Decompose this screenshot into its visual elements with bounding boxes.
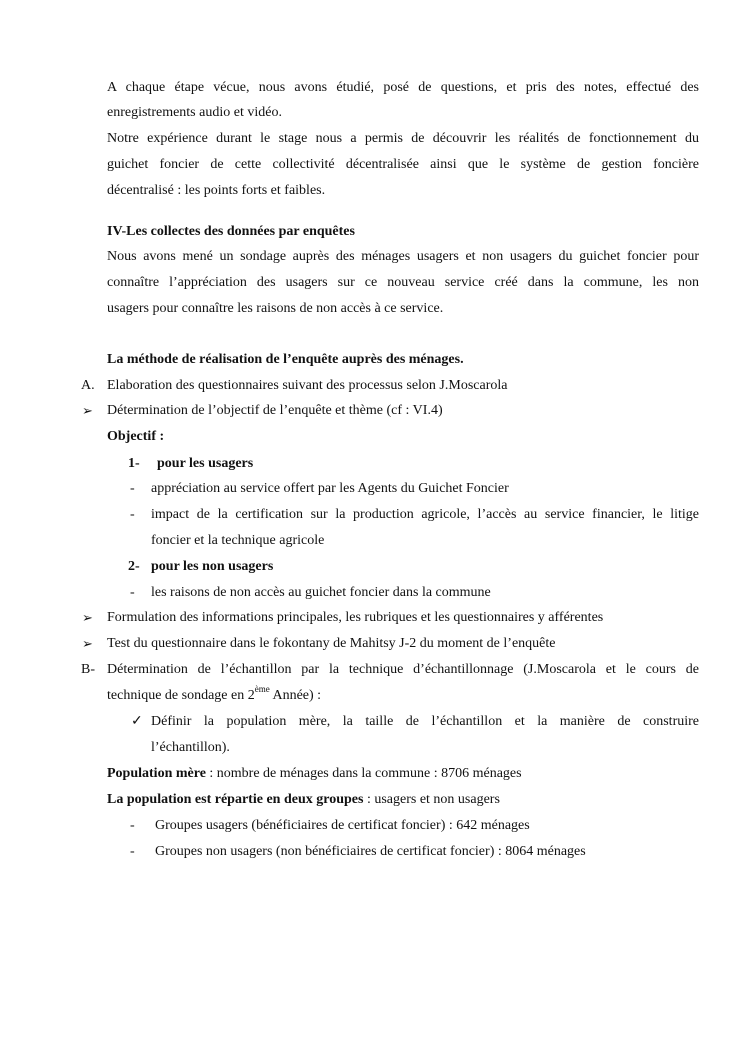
item-b-line2 [107, 684, 322, 705]
dash-item-3: les raisons de non accès au guichet foncier dans la commune [151, 585, 491, 600]
item-b-line2-post: Année) : [269, 688, 322, 703]
population-line [107, 765, 522, 783]
arrow-bullet-icon: ➢ [82, 610, 93, 625]
item-b-superscript: ème [254, 684, 270, 695]
item-b-marker: B- [81, 662, 95, 677]
sub1-text: pour les usagers [157, 456, 254, 471]
dash-marker: - [130, 585, 135, 600]
para2-line3: décentralisé : les points forts et faibles. [107, 183, 326, 198]
para2-line2: guichet foncier de cette collectivité décentralisée ainsi que le système de gestion foncière [107, 157, 699, 172]
dash-item-1: appréciation au service offert par les Agents du Guichet Foncier [151, 481, 509, 496]
para1-line1: A chaque étape vécue, nous avons étudié, posé de questions, et pris des notes, effectué des [107, 80, 699, 95]
para2-line1: Notre expérience durant le stage nous a permis de découvrir les réalités de fonctionnement du [107, 131, 699, 146]
split-line [107, 791, 500, 809]
arrow-item-3: Test du questionnaire dans le fokontany de Mahitsy J-2 du moment de l’enquête [107, 636, 556, 651]
dash-marker: - [130, 844, 135, 859]
sub1-marker: 1- [128, 456, 140, 471]
dash-item-2-line2: foncier et la technique agricole [151, 533, 325, 548]
group-non-usagers: Groupes non usagers (non bénéficiaires de certificat foncier) : 8064 ménages [155, 844, 586, 859]
group-usagers: Groupes usagers (bénéficiaires de certificat foncier) : 642 ménages [155, 818, 530, 833]
arrow-item-2: Formulation des informations principales, les rubriques et les questionnaires y afférentes [107, 610, 604, 625]
section-line3: usagers pour connaître les raisons de non accès à ce service. [107, 301, 444, 316]
check-item-line2: l’échantillon). [151, 740, 230, 755]
item-a-marker: A. [81, 378, 95, 393]
arrow-item-1: Détermination de l’objectif de l’enquête et thème (cf : VI.4) [107, 403, 443, 418]
arrow-bullet-icon: ➢ [82, 403, 93, 418]
objective-label: Objectif : [107, 429, 165, 444]
dash-marker: - [130, 507, 135, 522]
checkmark-icon: ✓ [131, 714, 143, 729]
arrow-bullet-icon: ➢ [82, 636, 93, 651]
population-label: Population mère [107, 766, 206, 781]
dash-marker: - [130, 481, 135, 496]
item-b-line2-pre: technique de sondage en 2 [107, 688, 255, 703]
dash-item-2-line1: impact de la certification sur la production agricole, l’accès au service financier, le litige [151, 507, 699, 522]
dash-marker: - [130, 818, 135, 833]
section-line2: connaître l’appréciation des usagers sur ce nouveau service créé dans la commune, les non [107, 275, 699, 290]
sub2-marker: 2- [128, 559, 140, 574]
sub2-text: pour les non usagers [151, 559, 274, 574]
method-heading: La méthode de réalisation de l’enquête auprès des ménages. [107, 352, 464, 367]
population-text: : nombre de ménages dans la commune : 8706 ménages [205, 766, 522, 781]
section-heading: IV-Les collectes des données par enquêtes [107, 224, 355, 239]
item-a-text: Elaboration des questionnaires suivant des processus selon J.Moscarola [107, 378, 508, 393]
item-b-line1: Détermination de l’échantillon par la technique d’échantillonnage (J.Moscarola et le cours de [107, 662, 699, 677]
split-label: La population est répartie en deux groupes [107, 792, 364, 807]
para1-line2: enregistrements audio et vidéo. [107, 105, 282, 120]
check-item-line1: Définir la population mère, la taille de l’échantillon et la manière de construire [151, 714, 699, 729]
section-line1: Nous avons mené un sondage auprès des ménages usagers et non usagers du guichet foncier pour [107, 249, 699, 264]
split-text: : usagers et non usagers [363, 792, 500, 807]
